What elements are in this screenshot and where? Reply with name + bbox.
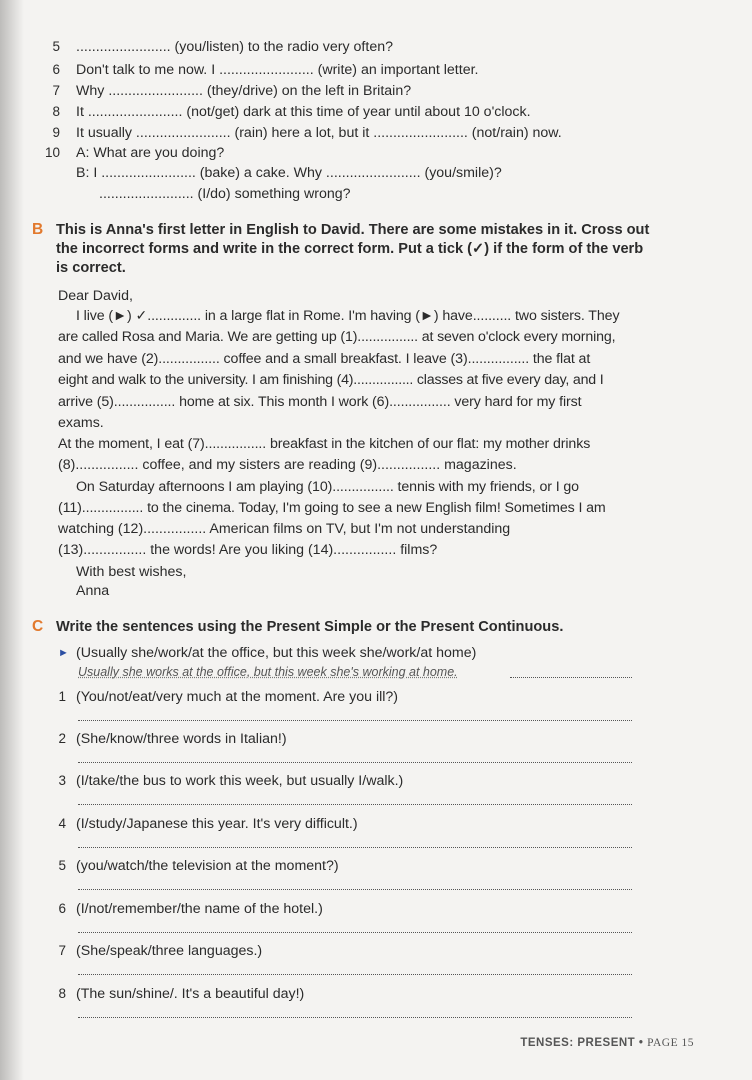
- instruction-line: Write the sentences using the Present Simple or the Present Continuous.: [56, 619, 564, 635]
- letter-line: (11)................ to the cinema. Today, I'm going to see a new English film! Sometimes I am: [58, 500, 606, 516]
- answer-line[interactable]: [78, 973, 632, 975]
- item-number: 10: [44, 145, 60, 160]
- exercise-sentence: A: What are you doing?: [76, 145, 225, 161]
- section-letter: B: [32, 221, 44, 238]
- letter-line: exams.: [58, 415, 104, 431]
- item-number: 6: [58, 901, 66, 916]
- example-arrow-icon: ►: [58, 647, 69, 659]
- answer-line[interactable]: [78, 888, 632, 890]
- instruction-line: the incorrect forms and write in the correct form. Put a tick (✓) if the form of the verb: [56, 241, 644, 257]
- letter-line: and we have (2)................ coffee and a small breakfast. I leave (3)................ the flat at: [58, 351, 591, 367]
- section-letter: C: [32, 618, 44, 635]
- answer-line[interactable]: [78, 803, 632, 805]
- exercise-prompt: (I/study/Japanese this year. It's very difficult.): [76, 816, 358, 832]
- letter-line: watching (12)................ American films on TV, but I'm not understanding: [58, 521, 511, 537]
- exercise-sentence: B: I ........................ (bake) a cake. Why ........................ (you/smile)?: [76, 165, 502, 181]
- item-number: 1: [58, 689, 66, 704]
- exercise-prompt: (you/watch/the television at the moment?): [76, 858, 339, 874]
- item-number: 4: [58, 816, 66, 831]
- item-number: 5: [52, 39, 60, 54]
- letter-line: eight and walk to the university. I am finishing (4)................ classes at five every day, and I: [58, 372, 604, 388]
- item-number: 7: [52, 83, 60, 98]
- instruction-line: This is Anna's first letter in English to David. There are some mistakes in it. Cross out: [56, 222, 650, 238]
- exercise-prompt: (She/know/three words in Italian!): [76, 731, 287, 747]
- letter-line: I live (►) ✓.............. in a large flat in Rome. I'm having (►) have.......... two sisters. They: [76, 308, 620, 324]
- exercise-sentence: It usually ........................ (rain) here a lot, but it ........................ (not/rain) now.: [76, 125, 562, 141]
- exercise-prompt: (I/take/the bus to work this week, but usually I/walk.): [76, 773, 404, 789]
- item-number: 5: [58, 858, 66, 873]
- exercise-sentence: It ........................ (not/get) dark at this time of year until about 10 o'clock.: [76, 104, 531, 120]
- item-number: 9: [52, 125, 60, 140]
- answer-line[interactable]: [78, 846, 632, 848]
- letter-signature: Anna: [76, 583, 110, 599]
- exercise-sentence: Why ........................ (they/drive) on the left in Britain?: [76, 83, 412, 99]
- item-number: 3: [58, 773, 66, 788]
- footer-bullet: •: [638, 1037, 644, 1049]
- example-answer: Usually she works at the office, but this week she's working at home.: [78, 665, 458, 679]
- letter-line: (13)................ the words! Are you liking (14)................ films?: [58, 542, 438, 558]
- exercise-prompt: (The sun/shine/. It's a beautiful day!): [76, 986, 305, 1002]
- exercise-prompt: (I/not/remember/the name of the hotel.): [76, 901, 323, 917]
- letter-line: At the moment, I eat (7)................ breakfast in the kitchen of our flat: my mother drinks: [58, 436, 591, 452]
- letter-line: On Saturday afternoons I am playing (10)................ tennis with my friends, or I go: [76, 479, 579, 495]
- footer-section: TENSES: PRESENT: [520, 1037, 636, 1049]
- instruction-line: is correct.: [56, 260, 126, 276]
- item-number: 6: [52, 62, 60, 77]
- item-number: 8: [58, 986, 66, 1001]
- example-prompt: (Usually she/work/at the office, but this week she/work/at home): [76, 645, 477, 661]
- exercise-prompt: (She/speak/three languages.): [76, 943, 263, 959]
- answer-line[interactable]: [78, 1016, 632, 1018]
- exercise-sentence: ........................ (you/listen) to the radio very often?: [76, 39, 393, 55]
- exercise-sentence: ........................ (I/do) something wrong?: [99, 186, 351, 202]
- item-number: 2: [58, 731, 66, 746]
- letter-line: arrive (5)................ home at six. This month I work (6)................ very hard for my first: [58, 394, 582, 410]
- item-number: 7: [58, 943, 66, 958]
- letter-line: (8)................ coffee, and my sisters are reading (9)................ magazines.: [58, 457, 517, 473]
- exercise-sentence: Don't talk to me now. I ........................ (write) an important letter.: [76, 62, 479, 78]
- page-footer: [520, 1037, 694, 1049]
- letter-signoff: With best wishes,: [76, 564, 187, 580]
- book-spine-shadow: [0, 0, 24, 1080]
- answer-line[interactable]: [78, 931, 632, 933]
- letter-greeting: Dear David,: [58, 288, 133, 304]
- exercise-prompt: (You/not/eat/very much at the moment. Are you ill?): [76, 689, 399, 705]
- answer-line[interactable]: [78, 761, 632, 763]
- answer-line: [510, 676, 632, 678]
- page-number: PAGE 15: [647, 1037, 694, 1049]
- letter-line: are called Rosa and Maria. We are getting up (1)................ at seven o'clock every morning,: [58, 329, 616, 345]
- answer-line[interactable]: [78, 719, 632, 721]
- item-number: 8: [52, 104, 60, 119]
